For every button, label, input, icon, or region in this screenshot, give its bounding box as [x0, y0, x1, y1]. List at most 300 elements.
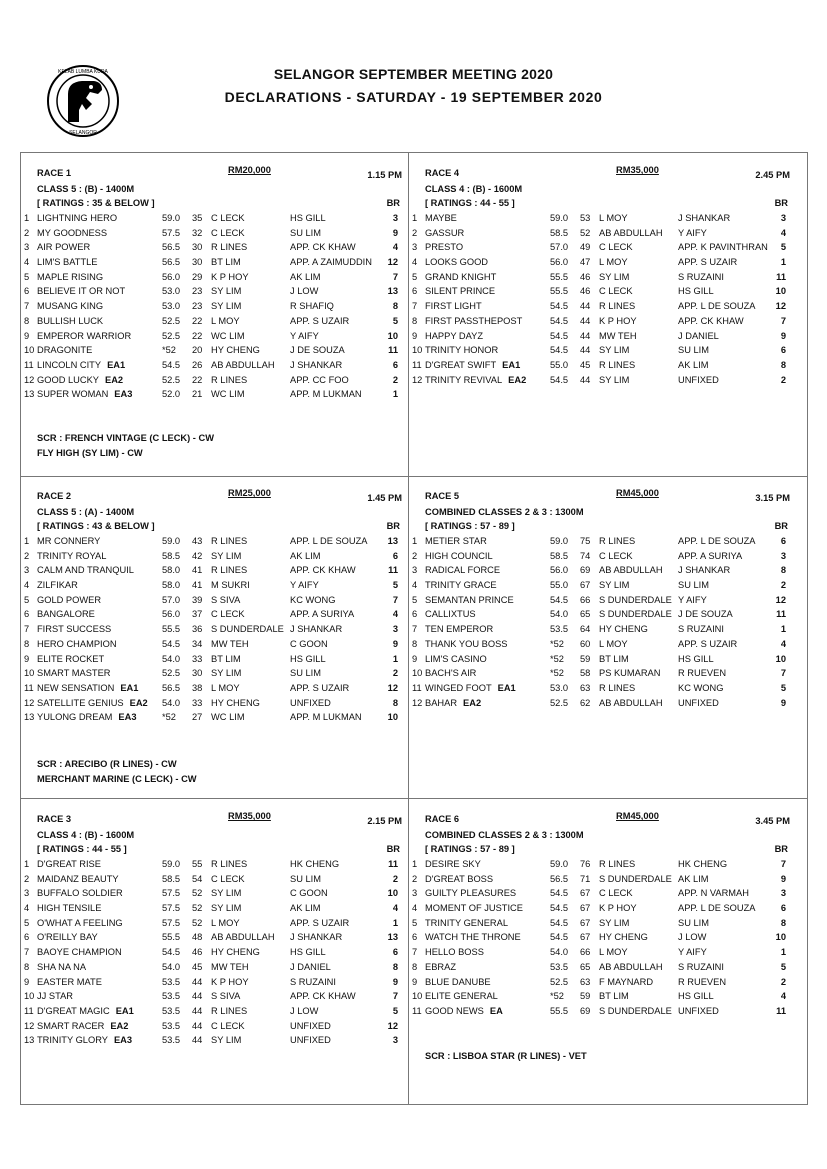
runner-number: 3 [24, 565, 30, 576]
trainer: UNFIXED [678, 374, 719, 385]
runner-row [20, 213, 408, 228]
rating: 53 [580, 213, 591, 223]
runner-number: 1 [412, 213, 418, 223]
weight: 55.0 [550, 580, 569, 591]
meeting-title: SELANGOR SEPTEMBER MEETING 2020 [273, 66, 554, 82]
rating: 41 [192, 565, 203, 576]
trainer: J DANIEL [290, 961, 331, 972]
runner-row [20, 1021, 408, 1036]
jockey: S DUNDERDALE [599, 594, 672, 605]
emergency-tag: EA1 [107, 359, 126, 370]
runner-row [408, 331, 796, 346]
barrier: 9 [780, 330, 786, 341]
horse-name: LIM'S CASINO [425, 653, 487, 664]
jockey: AB ABDULLAH [211, 359, 275, 370]
barrier: 11 [388, 345, 398, 356]
runner-row [20, 345, 408, 360]
barrier-header: BR [386, 521, 400, 531]
jockey: C LECK [599, 888, 633, 899]
runner-row [408, 639, 796, 654]
trainer: UNFIXED [290, 1020, 331, 1031]
weight: 54.0 [162, 961, 181, 972]
rating: 59 [580, 991, 591, 1002]
runner-number: 8 [412, 638, 418, 649]
barrier: 4 [780, 638, 786, 649]
trainer: SU LIM [290, 668, 321, 679]
race-name: RACE 4 [425, 168, 460, 178]
emergency-tag: EA3 [118, 712, 137, 723]
horse-name: BELIEVE IT OR NOT [37, 286, 126, 297]
horse-name: TEN EMPEROR [425, 624, 494, 635]
weight: 57.5 [162, 227, 181, 238]
runner-number: 1 [412, 859, 418, 869]
trainer: AK LIM [678, 359, 709, 370]
horse-name: BANGALORE [37, 609, 95, 620]
barrier: 4 [780, 991, 786, 1002]
runner-row [20, 859, 408, 874]
horse-name-cell [425, 991, 498, 1001]
horse-name: BLUE DANUBE [425, 976, 491, 987]
runner-row [408, 228, 796, 243]
horse-name-cell [37, 932, 98, 942]
barrier: 3 [392, 1035, 398, 1046]
horse-name-cell [37, 565, 134, 575]
rating: 47 [580, 257, 591, 268]
rating: 52 [192, 903, 203, 914]
barrier: 2 [780, 976, 786, 987]
barrier: 12 [775, 301, 786, 312]
barrier: 13 [387, 536, 398, 546]
race-purse: RM20,000 [228, 165, 271, 175]
barrier: 8 [780, 359, 786, 370]
jockey: PS KUMARAN [599, 668, 661, 679]
rating: 67 [580, 932, 591, 943]
trainer: APP. A ZAIMUDDIN [290, 257, 372, 268]
horse-name: EMPEROR WARRIOR [37, 330, 132, 341]
rating: 44 [580, 315, 591, 326]
runner-row [20, 668, 408, 683]
runner-row [20, 712, 408, 727]
runner-number: 6 [412, 932, 418, 943]
barrier: 8 [392, 697, 398, 708]
scratching-note: MERCHANT MARINE (C LECK) - CW [37, 774, 197, 784]
horse-name-cell [37, 595, 101, 605]
race-class: CLASS 5 : (B) - 1400M [37, 184, 135, 194]
horse-name-cell [37, 213, 117, 223]
jockey: S DUNDERDALE [599, 873, 672, 884]
runner-number: 4 [24, 903, 30, 914]
jockey: SY LIM [211, 301, 242, 312]
runner-row [20, 536, 408, 551]
horse-name-cell [425, 698, 481, 708]
horse-name: MAYBE [425, 213, 457, 223]
horse-name-cell [37, 624, 111, 634]
jockey: S DUNDERDALE [599, 1005, 672, 1016]
jockey: F MAYNARD [599, 976, 654, 987]
runner-row [408, 609, 796, 624]
trainer: HS GILL [290, 213, 326, 223]
runner-number: 5 [24, 271, 30, 282]
runner-list [408, 859, 796, 1021]
runner-row [408, 257, 796, 272]
race-name: RACE 6 [425, 814, 460, 824]
race-class: CLASS 4 : (B) - 1600M [37, 830, 135, 840]
weight: 53.0 [162, 301, 181, 312]
horse-name: ELITE ROCKET [37, 653, 105, 664]
trainer: APP. CC FOO [290, 374, 349, 385]
runner-number: 10 [24, 668, 35, 679]
runner-number: 6 [412, 286, 418, 297]
horse-name: SEMANTAN PRINCE [425, 594, 514, 605]
runner-row [408, 1006, 796, 1021]
horse-name: MOMENT OF JUSTICE [425, 903, 523, 914]
horse-name: HERO CHAMPION [37, 638, 117, 649]
horse-name-cell [37, 698, 148, 708]
rating: 41 [192, 580, 203, 591]
rating: 63 [580, 682, 591, 693]
weight: 52.5 [550, 697, 569, 708]
horse-name: D'GREAT MAGIC [37, 1005, 110, 1016]
barrier: 3 [780, 888, 786, 899]
barrier: 5 [392, 1005, 398, 1016]
rating: 46 [580, 271, 591, 282]
trainer: AK LIM [290, 550, 321, 561]
jockey: HY CHENG [211, 697, 260, 708]
weight: 54.0 [162, 697, 181, 708]
jockey: SY LIM [211, 668, 242, 679]
weight: 54.0 [162, 653, 181, 664]
race-purse: RM35,000 [228, 811, 271, 821]
weight: *52 [162, 345, 176, 356]
jockey: WC LIM [211, 712, 245, 723]
horse-name: GOLD POWER [37, 594, 102, 605]
horse-name: GASSUR [425, 227, 465, 238]
jockey: R LINES [599, 301, 636, 312]
rating: 67 [580, 580, 591, 591]
barrier: 10 [387, 330, 398, 341]
weight: 57.5 [162, 903, 181, 914]
horse-name: HIGH COUNCIL [425, 550, 493, 561]
weight: 59.0 [550, 859, 569, 869]
horse-name: EBRAZ [425, 961, 456, 972]
trainer: UNFIXED [678, 1005, 719, 1016]
trainer: J SHANKAR [678, 565, 731, 576]
jockey: L MOY [211, 315, 240, 326]
horse-name-cell [425, 286, 495, 296]
trainer: APP. CK KHAW [290, 565, 356, 576]
horse-name: FIRST SUCCESS [37, 624, 112, 635]
horse-name-cell [37, 257, 98, 267]
race-purse: RM25,000 [228, 488, 271, 498]
barrier: 11 [776, 1005, 786, 1016]
weight: 58.5 [162, 550, 181, 561]
rating: 46 [580, 286, 591, 297]
horse-name-cell [37, 962, 86, 972]
jockey: C LECK [599, 242, 633, 253]
horse-name: EASTER MATE [37, 976, 102, 987]
runner-row [408, 345, 796, 360]
horse-name: O'WHAT A FEELING [37, 917, 123, 928]
weight: 54.5 [550, 917, 569, 928]
runner-number: 6 [412, 609, 418, 620]
runner-row [408, 654, 796, 669]
horse-name: AIR POWER [37, 242, 91, 253]
race-name: RACE 2 [37, 491, 72, 501]
horse-name-cell [425, 668, 476, 678]
trainer: J LOW [290, 1005, 319, 1016]
horse-name: D'GREAT RISE [37, 859, 101, 869]
jockey: WC LIM [211, 330, 245, 341]
runner-row [408, 918, 796, 933]
barrier-header: BR [386, 198, 400, 208]
race-time: 2.45 PM [755, 170, 790, 180]
runner-row [408, 962, 796, 977]
jockey: AB ABDULLAH [599, 697, 663, 708]
barrier: 9 [780, 697, 786, 708]
weight: 55.5 [162, 932, 181, 943]
jockey: K P HOY [599, 315, 637, 326]
runner-number: 7 [412, 624, 418, 635]
weight: 53.5 [550, 961, 569, 972]
horse-name: O'REILLY BAY [37, 932, 98, 943]
weight: 53.5 [162, 976, 181, 987]
jockey: MW TEH [599, 330, 637, 341]
trainer: KC WONG [678, 682, 724, 693]
trainer: APP. S UZAIR [290, 315, 350, 326]
runner-row [408, 698, 796, 713]
weight: 58.0 [162, 580, 181, 591]
horse-name-cell [425, 918, 508, 928]
jockey: K P HOY [599, 903, 637, 914]
runner-number: 5 [412, 594, 418, 605]
weight: 59.0 [162, 859, 181, 869]
trainer: J DANIEL [678, 330, 719, 341]
rating: 48 [192, 932, 203, 943]
runner-number: 8 [24, 961, 30, 972]
horse-name-cell [425, 624, 493, 634]
runner-number: 2 [412, 550, 418, 561]
runner-number: 10 [412, 668, 423, 679]
runner-number: 10 [412, 991, 423, 1002]
runner-number: 5 [412, 917, 418, 928]
barrier: 12 [775, 594, 786, 605]
runner-row [408, 888, 796, 903]
runner-row [20, 639, 408, 654]
trainer: R SHAFIQ [290, 301, 334, 312]
barrier: 6 [780, 536, 786, 546]
horse-name-cell [37, 874, 119, 884]
emergency-tag: EA2 [105, 374, 124, 385]
horse-name: SHA NA NA [37, 961, 87, 972]
runner-number: 7 [24, 624, 30, 635]
runner-number: 4 [24, 257, 30, 268]
trainer: J DE SOUZA [678, 609, 733, 620]
runner-number: 10 [24, 991, 35, 1002]
jockey: S SIVA [211, 991, 241, 1002]
barrier: 7 [392, 594, 398, 605]
trainer: SU LIM [290, 227, 321, 238]
trainer: APP. CK KHAW [290, 242, 356, 253]
runner-row [20, 228, 408, 243]
weight: 58.5 [550, 550, 569, 561]
jockey: C LECK [211, 609, 245, 620]
jockey: K P HOY [211, 976, 249, 987]
runner-number: 2 [24, 873, 30, 884]
horse-name-cell [37, 242, 90, 252]
emergency-tag: EA2 [508, 374, 527, 385]
runner-number: 4 [412, 903, 418, 914]
runner-row [408, 932, 796, 947]
runner-number: 12 [412, 697, 423, 708]
barrier: 3 [392, 213, 398, 223]
trainer: SU LIM [678, 345, 709, 356]
barrier: 11 [388, 565, 398, 576]
horse-name: BUFFALO SOLDIER [37, 888, 123, 899]
barrier: 9 [392, 227, 398, 238]
runner-number: 8 [412, 315, 418, 326]
runner-row [20, 903, 408, 918]
rating: 67 [580, 903, 591, 914]
runner-row [20, 360, 408, 375]
weight: 54.5 [550, 374, 569, 385]
emergency-tag: EA1 [502, 359, 521, 370]
runner-row [408, 668, 796, 683]
rating: 75 [580, 536, 591, 546]
horse-name-cell [37, 1006, 134, 1016]
rating: 44 [192, 1005, 203, 1016]
barrier: 6 [780, 903, 786, 914]
runner-row [20, 888, 408, 903]
horse-name-cell [37, 345, 92, 355]
jockey: BT LIM [599, 991, 629, 1002]
trainer: KC WONG [290, 594, 336, 605]
barrier: 2 [392, 668, 398, 679]
horse-name: SUPER WOMAN [37, 389, 109, 400]
horse-name-cell [37, 580, 78, 590]
row-divider [20, 798, 808, 799]
barrier: 7 [392, 991, 398, 1002]
trainer: R RUEVEN [678, 976, 727, 987]
barrier: 4 [392, 609, 398, 620]
trainer: SU LIM [678, 917, 709, 928]
weight: 53.0 [162, 286, 181, 297]
jockey: L MOY [211, 682, 240, 693]
barrier: 2 [392, 873, 398, 884]
rating: 52 [192, 888, 203, 899]
rating: 45 [192, 961, 203, 972]
horse-name-cell [425, 874, 493, 884]
runner-number: 10 [24, 345, 35, 356]
horse-name-cell [425, 962, 456, 972]
jockey: HY CHENG [211, 947, 260, 958]
horse-name-cell [425, 536, 487, 546]
runner-row [20, 595, 408, 610]
rating: 39 [192, 594, 203, 605]
horse-name: NEW SENSATION [37, 682, 115, 693]
weight: 59.0 [162, 536, 181, 546]
barrier: 9 [780, 873, 786, 884]
horse-name: SMART RACER [37, 1020, 105, 1031]
horse-name: LIM'S BATTLE [37, 257, 98, 268]
weight: *52 [550, 653, 564, 664]
trainer: HS GILL [290, 947, 326, 958]
runner-row [408, 242, 796, 257]
barrier: 12 [387, 682, 398, 693]
weight: 56.5 [550, 873, 569, 884]
weight: 53.5 [162, 1020, 181, 1031]
rating: 59 [580, 653, 591, 664]
rating: 63 [580, 976, 591, 987]
weight: 54.5 [162, 947, 181, 958]
barrier-header: BR [774, 198, 788, 208]
trainer: HS GILL [290, 653, 326, 664]
horse-name: WINGED FOOT [425, 682, 492, 693]
runner-number: 9 [24, 330, 30, 341]
jockey: R LINES [599, 682, 636, 693]
horse-name: BAHAR [425, 697, 458, 708]
jockey: R LINES [599, 859, 636, 869]
runner-number: 12 [24, 374, 35, 385]
weight: 54.5 [162, 638, 181, 649]
barrier: 6 [392, 550, 398, 561]
horse-name: MAIDANZ BEAUTY [37, 873, 119, 884]
barrier: 13 [387, 932, 398, 943]
runner-row [408, 301, 796, 316]
runner-row [408, 874, 796, 889]
horse-name: TRINITY GLORY [37, 1035, 108, 1046]
runner-row [408, 991, 796, 1006]
barrier-header: BR [774, 844, 788, 854]
runner-number: 9 [24, 976, 30, 987]
barrier: 8 [392, 961, 398, 972]
horse-name-cell [37, 903, 101, 913]
race-time: 1.45 PM [367, 493, 402, 503]
rating: 43 [192, 536, 203, 546]
horse-name: DESIRE SKY [425, 859, 481, 869]
jockey: K P HOY [211, 271, 249, 282]
jockey: C LECK [211, 873, 245, 884]
trainer: Y AIFY [678, 227, 707, 238]
jockey: C LECK [211, 1020, 245, 1031]
runner-row [20, 1035, 408, 1050]
barrier: 1 [780, 257, 786, 268]
race-purse: RM45,000 [616, 811, 659, 821]
jockey: C LECK [211, 213, 245, 223]
barrier: 4 [392, 903, 398, 914]
horse-name: TRINITY ROYAL [37, 550, 107, 561]
runner-number: 10 [412, 345, 423, 356]
weight: *52 [550, 668, 564, 679]
jockey: BT LIM [211, 257, 241, 268]
weight: *52 [550, 991, 564, 1002]
horse-name-cell [425, 375, 526, 385]
scratching-note: SCR : FRENCH VINTAGE (C LECK) - CW [37, 433, 214, 443]
runner-number: 12 [24, 697, 35, 708]
rating: 66 [580, 594, 591, 605]
runner-number: 3 [412, 242, 418, 253]
runner-row [20, 389, 408, 404]
rating: 37 [192, 609, 203, 620]
race-time: 3.45 PM [755, 816, 790, 826]
jockey: MW TEH [211, 638, 249, 649]
barrier-header: BR [774, 521, 788, 531]
rating: 23 [192, 286, 203, 297]
trainer: HS GILL [678, 653, 714, 664]
runner-row [20, 654, 408, 669]
race-class: COMBINED CLASSES 2 & 3 : 1300M [425, 507, 584, 517]
race-ratings: [ RATINGS : 57 - 89 ] [425, 844, 515, 854]
trainer: APP. S UZAIR [678, 638, 738, 649]
